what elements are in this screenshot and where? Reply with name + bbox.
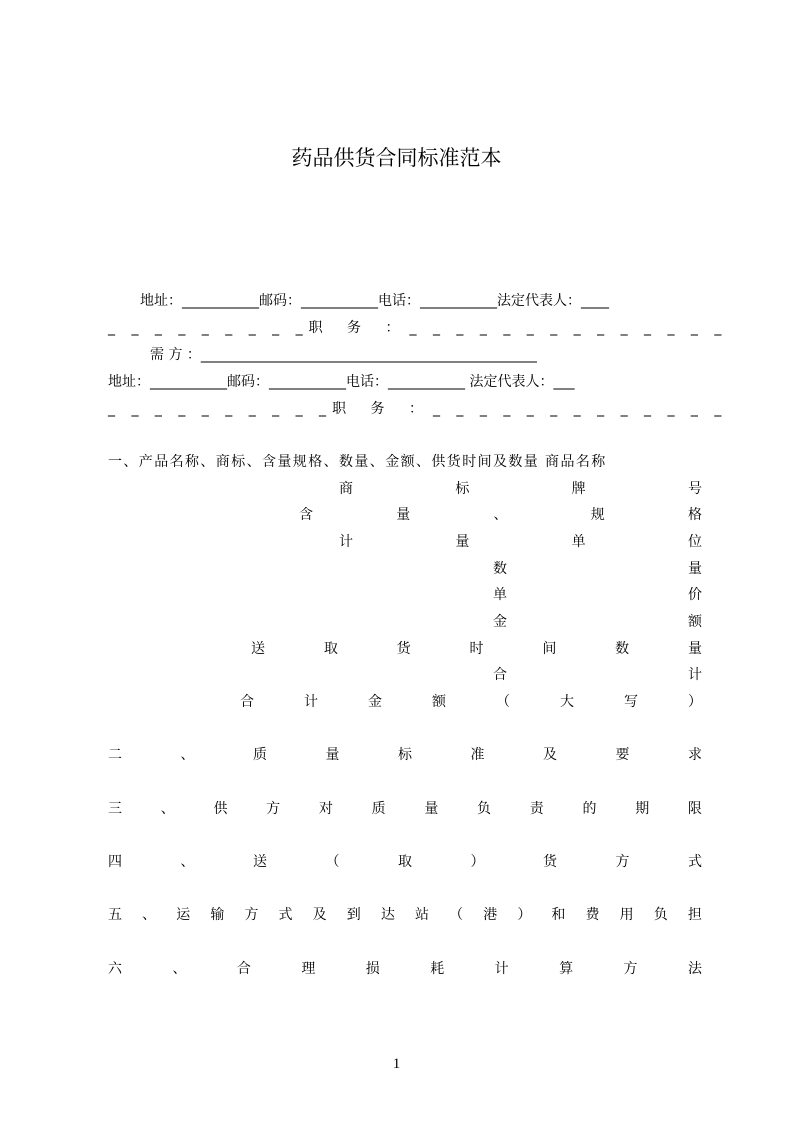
- supplier-blank-right: _ _ _ _ _ _ _ _ _ _ _ _ _ _: [409, 320, 728, 336]
- buyer-name-line: 需 方 ：________________________________________________: [150, 347, 537, 363]
- char: 方: [244, 907, 259, 923]
- char: 量: [424, 801, 439, 817]
- char: 五: [108, 907, 122, 923]
- cell: 、: [493, 507, 508, 523]
- cell: 金: [493, 614, 507, 630]
- cell: 大: [560, 694, 574, 710]
- char: 费: [585, 907, 600, 923]
- char: 、: [180, 747, 195, 763]
- section-1-row-qty: [493, 559, 702, 579]
- cell: 计: [304, 694, 318, 710]
- char: 站: [414, 907, 429, 923]
- char: 量: [325, 747, 340, 763]
- buyer-position-label: 职 务 ：: [332, 401, 433, 417]
- supplier-address-line: 地址：___________邮码：___________电话：___________法定代表人：____: [140, 293, 609, 309]
- char: 方: [266, 801, 281, 817]
- cell: 合: [240, 694, 254, 710]
- char: 及: [312, 907, 327, 923]
- char: 损: [365, 961, 380, 977]
- section-1-row-total-amount: [240, 692, 702, 712]
- char: 的: [582, 801, 597, 817]
- section-1-heading: 一、产品名称、商标、含量规格、数量、金额、供货时间及数量 商品名称: [108, 454, 607, 470]
- char: 质: [253, 747, 267, 763]
- char: 货: [543, 854, 557, 870]
- cell: 规: [590, 507, 605, 523]
- section-1-row-brand: [339, 479, 702, 499]
- cell: 合: [493, 667, 507, 683]
- char: 准: [470, 747, 485, 763]
- char: 耗: [430, 961, 445, 977]
- char: 担: [687, 907, 702, 923]
- char: 算: [559, 961, 574, 977]
- section-3-heading: [108, 799, 702, 819]
- char: 运: [176, 907, 191, 923]
- buyer-address-line: 地址：___________邮码：___________电话：___________ 法定代表人：___: [108, 374, 575, 390]
- cell: 号: [687, 481, 702, 497]
- char: 达: [380, 907, 395, 923]
- cell: 量: [688, 561, 702, 577]
- char: 理: [301, 961, 316, 977]
- char: 式: [688, 854, 702, 870]
- char: 标: [398, 747, 412, 763]
- char: 责: [529, 801, 544, 817]
- char: 期: [635, 801, 650, 817]
- cell: 位: [687, 534, 702, 550]
- char: 二: [108, 747, 122, 763]
- char: 、: [172, 961, 187, 977]
- cell: 额: [688, 614, 702, 630]
- cell: 送: [251, 641, 265, 657]
- char: 输: [210, 907, 225, 923]
- supplier-position-line: [108, 318, 728, 338]
- char: 、: [180, 854, 195, 870]
- section-1-row-total: [493, 665, 702, 685]
- char: 方: [623, 961, 638, 977]
- page-number: 1: [392, 1056, 401, 1072]
- supplier-blank-left: _ _ _ _ _ _ _ _ _: [108, 320, 309, 336]
- cell: 计: [688, 667, 702, 683]
- document-title: 药品供货合同标准范本: [291, 146, 502, 170]
- char: 用: [619, 907, 634, 923]
- char: 质: [371, 801, 386, 817]
- cell: （: [496, 694, 510, 710]
- char: 计: [494, 961, 509, 977]
- cell: 单: [571, 534, 586, 550]
- cell: 计: [339, 534, 353, 550]
- char: 法: [687, 961, 702, 977]
- char: 和: [551, 907, 566, 923]
- char: 及: [543, 747, 557, 763]
- section-1-row-delivery: [251, 639, 702, 659]
- cell: 金: [368, 694, 382, 710]
- buyer-blank-left: _ _ _ _ _ _ _ _ _ _: [108, 401, 333, 417]
- char: 对: [318, 801, 333, 817]
- char: 求: [688, 747, 702, 763]
- char: 方: [615, 854, 630, 870]
- cell: 量: [455, 534, 470, 550]
- cell: 数: [615, 641, 630, 657]
- supplier-position-label: 职 务 ：: [308, 320, 410, 336]
- section-4-heading: [108, 852, 702, 872]
- cell: 标: [455, 481, 470, 497]
- cell: 写: [624, 694, 638, 710]
- cell: 数: [493, 561, 507, 577]
- char: 四: [108, 854, 122, 870]
- cell: 量: [396, 507, 411, 523]
- char: （: [449, 907, 464, 923]
- cell: 牌: [571, 481, 586, 497]
- cell: 间: [542, 641, 557, 657]
- cell: 格: [688, 507, 702, 523]
- section-1-row-spec: [299, 505, 702, 525]
- section-5-heading: [108, 905, 702, 925]
- cell: 取: [323, 641, 338, 657]
- char: 要: [615, 747, 630, 763]
- char: 送: [253, 854, 267, 870]
- char: 六: [108, 961, 122, 977]
- cell: 时: [469, 641, 484, 657]
- section-2-heading: [108, 745, 702, 765]
- char: 供: [213, 801, 228, 817]
- section-1-row-unit: [339, 532, 702, 552]
- section-1-row-amount: [493, 612, 702, 632]
- cell: 含: [299, 507, 313, 523]
- char: 限: [687, 801, 702, 817]
- cell: ）: [688, 694, 702, 710]
- char: （: [325, 854, 340, 870]
- cell: 商: [339, 481, 353, 497]
- cell: 价: [688, 587, 702, 603]
- char: 、: [160, 801, 175, 817]
- cell: 额: [432, 694, 446, 710]
- char: 负: [477, 801, 492, 817]
- char: 、: [142, 907, 157, 923]
- char: ）: [470, 854, 485, 870]
- buyer-position-line: [108, 399, 728, 419]
- char: 式: [278, 907, 293, 923]
- char: ）: [517, 907, 532, 923]
- char: 取: [398, 854, 412, 870]
- section-1-row-price: [493, 585, 702, 605]
- buyer-blank-right: _ _ _ _ _ _ _ _ _ _ _ _ _: [432, 401, 728, 417]
- char: 负: [653, 907, 668, 923]
- char: 三: [108, 801, 122, 817]
- cell: 货: [396, 641, 411, 657]
- char: 港: [483, 907, 498, 923]
- char: 到: [346, 907, 361, 923]
- char: 合: [236, 961, 251, 977]
- section-6-heading: [108, 959, 702, 979]
- cell: 单: [493, 587, 507, 603]
- cell: 量: [687, 641, 702, 657]
